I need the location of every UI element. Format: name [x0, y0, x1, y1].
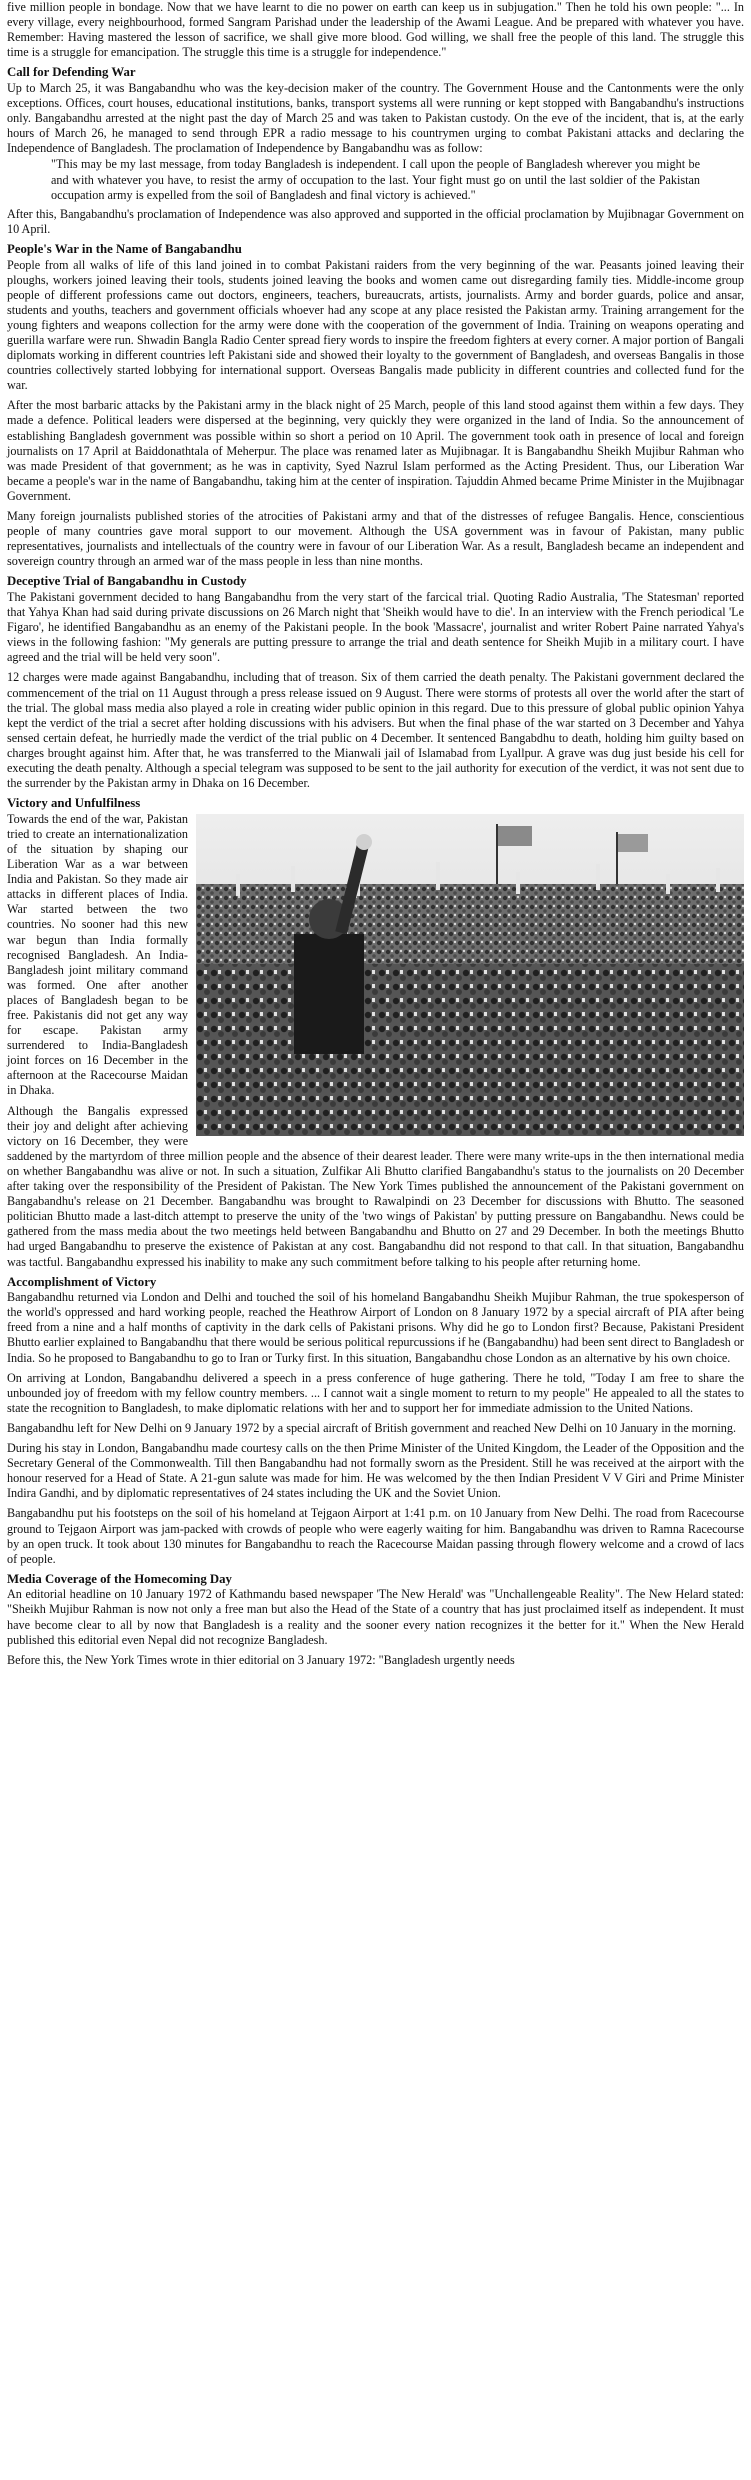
section-heading: Call for Defending War — [7, 65, 136, 80]
section-accomplishment — [7, 1275, 744, 1567]
crowd-photo — [196, 814, 744, 1136]
paragraph: 12 charges were made against Bangabandhu, including that of treason. Six of them carried the death penalty. The Pakistani government declared the commencement of the trial on 11 August through a press release issued on 9 August. There were storms of protests all over the world after the start of the trial. The global mass media also played a role in creating wider public opinion in this regard. Due to this pressure of global public opinion Yahya kept the verdict of the trial a secret after holding discussions with his advisers. But when the final phase of the war started on 3 December and Yahya sensed certain defeat, he hurriedly made the verdict of the trial public on 4 December. It sentenced Bangabdhu to death, holding him guilty based on charges brought against him. After that, he was transferred to the Mianwali jail of Islamabad from Lyallpur. A grave was dug just beside his cell for executing the death penalty. Although a special telegram was supposed to be sent to the jail authority for execution of the verdict, it was not sent due to the surrender by the Pakistan army in Dhaka on 16 December. — [7, 670, 744, 791]
paragraph: The Pakistani government decided to hang Bangabandhu from the very start of the farcical trial. Quoting Radio Australia, 'The Statesman' reported that Yahya Khan had said during private discussions on 26 March night that 'Sheikh would have to die'. In an interview with the French periodical 'Le Figaro', he identified Bangabandhu as an enemy of the Pakistani people. In the book 'Massacre', journalist and writer Robert Paine narrated Yahya's views in the following fashion: "My generals are putting pressure to arrange the trial and death sentence for Sheikh Mujib in a military court. I have agreed and the trial will be held very soon". — [7, 589, 744, 665]
section-heading: People's War in the Name of Bangabandhu — [7, 241, 242, 256]
section-heading: Victory and Unfulfilness — [7, 796, 141, 811]
section-peoples-war — [7, 242, 744, 569]
section-heading: Accomplishment of Victory — [7, 1274, 157, 1289]
section-victory — [7, 796, 744, 1274]
proclamation-quote: "This may be my last message, from today Bangladesh is independent. I call upon the people of Bangladesh wherever you might be and with whatever you have, to resist the army of occupation to the last. Your fight must go on until the last soldier of the Pakistan occupation army is expelled from the soil of Bangladesh and final victory is achieved." — [51, 157, 700, 202]
intro-paragraph: five million people in bondage. Now that we have learnt to die no power on earth can keep us in subjugation." Then he told his own people: "... In every village, every neighbourhood, formed Sangram Parishad under the leadership of the Awami League. And be prepared with whatever you have. Remember: Having mastered the lesson of sacrifice, we shall give more blood. God willing, we shall free the people of this land. The struggle this time is a struggle for emancipation. The struggle this time is a struggle for independence." — [7, 0, 744, 60]
section-media-coverage — [7, 1572, 744, 1668]
paragraph: Towards the end of the war, Pakistan tried to create an internationalization of the situation by shaping our Liberation War as a war between India and Pakistan. So they made air attacks in different places of India. War started between the two countries. No sooner had this new war begun than India formally recognised Bangladesh. An India-Bangladesh joint military command was formed. One after another places of Bangladesh began to be free. Pakistanis did not get any way for escape. Pakistan army surrendered to India-Bangladesh joint forces on 16 December in the afternoon at the Racecourse Maidan in Dhaka. — [7, 811, 188, 1098]
paragraph: After the most barbaric attacks by the Pakistani army in the black night of 25 March, people of this land stood against them within a few days. They made a defence. Political leaders were dispersed at the beginning, very quickly they were organized in the land of India. So the announcement of establishing Bangladesh government was possible within so short a period on 10 April. The government took oath in presence of local and foreign journalists on 17 April at Baiddonathtala of Meherpur. The place was renamed later as Mujibnagar. It is Bangabandhu Sheikh Mujibur Rahman who was made President of that government; as he was in captivity, Syed Nazrul Islam performed as the Acting President. Thus, our Liberation War became a people's war in the name of Bangabandhu, taking him at the center of inspiration. Tajuddin Ahmed became Prime Minister in the Mujibnagar Government. — [7, 398, 744, 503]
paragraph: An editorial headline on 10 January 1972 of Kathmandu based newspaper 'The New Herald' was "Unchallengeable Reality". The New Helard stated: "Sheikh Mujibur Rahman is now not only a free man but also the Head of the State of a country that has just proclaimed itself as independent. It must have become clear to all by now that Bangladesh is a reality and the sooner every nation recognizes it the better for it." When the New Herald published this editorial even Nepal did not recognize Bangladesh. — [7, 1587, 744, 1647]
paragraph: After this, Bangabandhu's proclamation of Independence was also approved and supported in the official proclamation by Mujibnagar Government on 10 April. — [7, 206, 744, 236]
paragraph: On arriving at London, Bangabandhu delivered a speech in a press conference of huge gathering. There he told, "Today I am free to share the unbounded joy of freedom with my fellow country members. ... I cannot wait a single moment to return to my people" He appealed to all the states to state the recognition to Bangladesh, to make diplomatic relations with her and to support her for immediate admission to the United Nations. — [7, 1370, 744, 1415]
paragraph: People from all walks of life of this land joined in to combat Pakistani raiders from the very beginning of the war. Peasants joined leaving their ploughs, workers joined leaving their tools, students joined leaving the books and women came out disregarding family ties. Middle-income group people of different professions came out doctors, engineers, teachers, bureaucrats, artists, journalists. Army and border guards, police and ansar, students and youths, teachers and government officials whoever had any scope at any place resisted the Pakistan army. Training arrangement for the young fighters and weapons collection for the army were done with the cooperation of the government of India. Training on weapons operating and guerilla warfare were run. Shwadin Bangla Radio Center spread fiery words to inspire the freedom fighters at every corner. A major portion of Bangali diplomats working in different countries left Pakistani side and showed their loyalty to the government of Bangladesh, and overseas Bangalis in those countries collectively started lobbying for international support. Overseas Bangalis made publicity in different countries and collected fund for the war. — [7, 257, 744, 393]
section-deceptive-trial — [7, 574, 744, 791]
section-heading: Deceptive Trial of Bangabandhu in Custody — [7, 574, 247, 589]
paragraph: Bangabandhu put his footsteps on the soil of his homeland at Tejgaon Airport at 1:41 p.m. on 10 January from New Delhi. The road from Racecourse ground to Tejgaon Airport was jam-packed with crowds of people who were eagerly waiting for him. Bangabandhu was driven to Ramna Racecourse by an open truck. It took about 130 minutes for Bangabandhu to reach the Racecourse Maidan passing through flowery welcome and a crowd of lacs of people. — [7, 1506, 744, 1566]
paragraph: Before this, the New York Times wrote in thier editorial on 3 January 1972: "Bangladesh urgently needs — [7, 1652, 515, 1667]
paragraph: During his stay in London, Bangabandhu made courtesy calls on the then Prime Minister of the United Kingdom, the Leader of the Opposition and the Secretary General of the Commonwealth. Till then Bangabandhu had not formally sworn as the President. Still he was received at the airport with the honour reserved for a Head of State. A 21-gun salute was made for him. He was welcomed by the then Indian President V V Giri and Prime Minister Indira Gandhi, and by diplomatic representatives of 24 states including the UK and the Soviet Union. — [7, 1441, 744, 1501]
section-heading: Media Coverage of the Homecoming Day — [7, 1571, 232, 1586]
paragraph: Bangabandhu returned via London and Delhi and touched the soil of his homeland Bangabandhu Sheikh Mujibur Rahman, the true spokesperson of the world's oppressed and hard working people, reached the Heathrow Airport of London on 8 January 1972 by a special aircraft of PIA after being freed from a nine and a half months of captivity in the dark cells of Pakistani prisons. Why did he go to London first? Because, Pakistani President Bhutto earlier explained to Bangabandhu that there would be serious political repurcussions if he (Bangabandhu) had been sent direct to Bangladesh or India. So he proposed to Bangabandhu to go to Iran or Turky first. In this situation, Bangabandhu chose London as an alternative by his own choice. — [7, 1290, 744, 1365]
paragraph: Bangabandhu left for New Delhi on 9 January 1972 by a special aircraft of British government and reached New Delhi on 10 January in the morning. — [7, 1420, 737, 1435]
crowd-photo-icon — [196, 814, 744, 1136]
paragraph: Up to March 25, it was Bangabandhu who was the key-decision maker of the country. The Government House and the Cantonments were the only exceptions. Offices, court houses, educational institutions, banks, transport systems all were running or kept stopped with Bangabandhu's instructions only. Bangabandhu arrested at the night past the day of March 25 and was taken to Pakistan custody. On the eve of the incident, that is, at the early hours of March 26, he managed to send through EPR a radio message to his countrymen urging to combat Pakistani attacks and declaring the Independence of Bangladesh. The proclamation of Independence by Bangabandhu was as follow: — [7, 80, 744, 156]
paragraph: Many foreign journalists published stories of the atrocities of Pakistani army and that of the distresses of refugee Bangalis. Hence, conscientious people of many countries gave moral support to our movement. Although the USA government was in favour of Pakistan, many public representatives, journalists and intellectuals of the country were in favour of our Liberation War. As a result, Bangladesh became an independent and sovereign country through an armed war of the mass people in less than nine months. — [7, 509, 744, 569]
section-call-for-defending-war — [7, 65, 744, 237]
paragraph: Although the Bangalis expressed their joy and delight after achieving victory on 16 December, they were saddened by the martyrdom of three million people and the absence of their dearest leader. There were many write-ups in the then international media on whether Bangabandhu was alive or not. In such a situation, Zulfikar Ali Bhutto clarified Bangabandhu's status to the journalists on 20 December after taking over the responsibility of the President of Pakistan. The New York Times published the announcement of the Pakistani government on Bangabandhu's release on 21 December. Bangabandhu was brought to Rawalpindi on 23 December for discussions with Bhutto. The seasoned politician Bhutto made a last-ditch attempt to preserve the unity of the 'two wings of Pakistan' by putting pressure on Bangabandhu. News could be gathered from the mass media about the two meetings held between Bangabandhu and Bhutto on 27 and 29 December. In both the meetings Bhutto had urged Bangabandhu to preserve the existence of Pakistan at any cost. Bangabandhu did not respond to that call. In that situation, Bangabandhu was tactful. Bangabandhu expressed his inability to make any such commitment before talking to his people after returning home. — [7, 1103, 744, 1269]
